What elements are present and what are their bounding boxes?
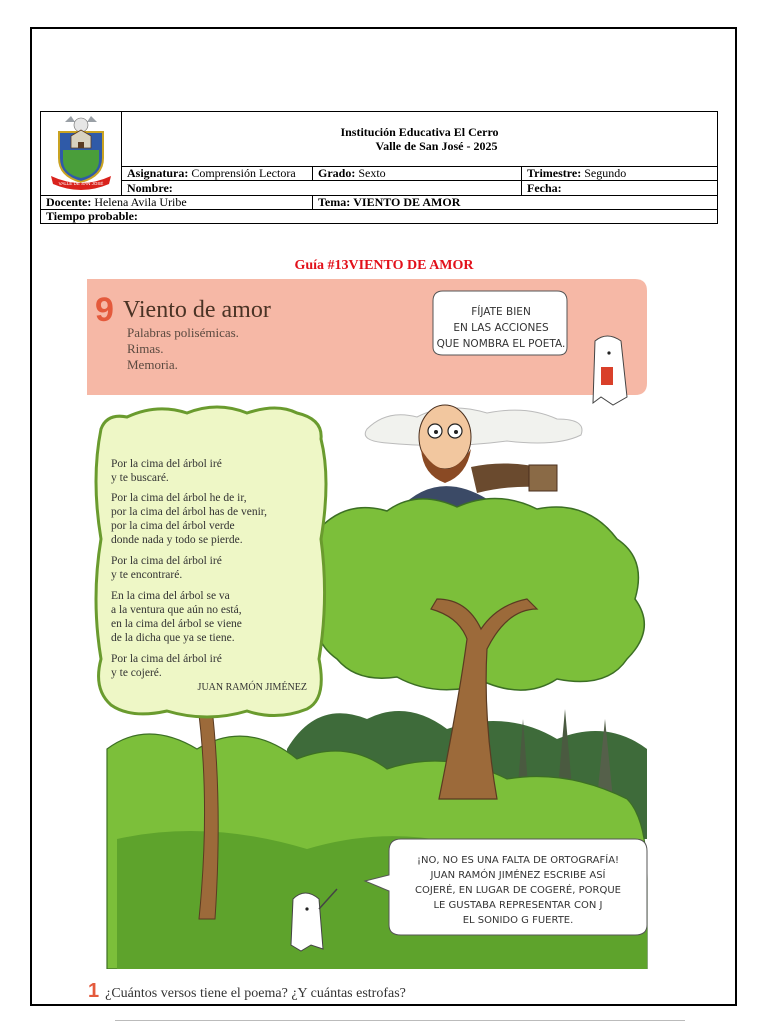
poem-verse: y te buscaré.	[111, 472, 169, 484]
school-title-cell	[122, 112, 718, 167]
poem-verse: En la cima del árbol se va	[111, 590, 230, 602]
svg-text:LE GUSTABA REPRESENTAR CON J: LE GUSTABA REPRESENTAR CON J	[433, 900, 603, 911]
svg-text:JUAN RAMÓN JIMÉNEZ ESCRIBE ASÍ: JUAN RAMÓN JIMÉNEZ ESCRIBE ASÍ	[430, 870, 606, 881]
poem-verse: Por la cima del árbol iré	[111, 458, 222, 470]
svg-text:EL SONIDO G FUERTE.: EL SONIDO G FUERTE.	[462, 915, 574, 926]
topic-cell: Tema: VIENTO DE AMOR	[313, 196, 718, 210]
poem-verse: de la dicha que ya se tiene.	[111, 632, 235, 644]
date-field[interactable]: Fecha:	[522, 181, 718, 196]
poem-verse: y te encontraré.	[111, 569, 183, 581]
lesson-number: 9	[95, 291, 114, 329]
name-field[interactable]: Nombre:	[122, 181, 522, 196]
poem-verse: donde nada y todo se pierde.	[111, 534, 243, 546]
svg-text:¡NO, NO ES UNA FALTA DE ORTOGR: ¡NO, NO ES UNA FALTA DE ORTOGRAFÍA!	[416, 855, 620, 866]
poem-verse: Por la cima del árbol iré	[111, 555, 222, 567]
poem-verse: Por la cima del árbol he de ir,	[111, 492, 247, 504]
lesson-topic: Rimas.	[127, 341, 164, 356]
guide-title: Guía #13VIENTO DE AMOR	[294, 258, 474, 273]
answer-line[interactable]	[115, 1020, 685, 1021]
poem-verse: por la cima del árbol verde	[111, 520, 235, 532]
svg-text:EN LAS ACCIONES: EN LAS ACCIONES	[453, 322, 549, 334]
grade-cell: Grado: Sexto	[313, 166, 522, 181]
location-year: Valle de San José - 2025	[375, 138, 498, 153]
header-table	[40, 111, 718, 224]
term-cell: Trimestre: Segundo	[522, 166, 718, 181]
svg-text:VALLE DE SAN JOSÉ: VALLE DE SAN JOSÉ	[58, 181, 104, 186]
poem-author: JUAN RAMÓN JIMÉNEZ	[197, 682, 307, 693]
question-text: ¿Cuántos versos tiene el poema? ¿Y cuántas estrofas?	[105, 986, 406, 1001]
svg-text:FÍJATE BIEN: FÍJATE BIEN	[471, 306, 531, 318]
poem-verse: por la cima del árbol has de venir,	[111, 506, 268, 518]
school-crest-icon	[41, 112, 121, 192]
lesson-topic: Palabras polisémicas.	[127, 325, 239, 340]
poem-verse: en la cima del árbol se viene	[111, 618, 242, 630]
lesson-title: Viento de amor	[123, 297, 271, 323]
subject-cell: Asignatura: Comprensión Lectora	[122, 166, 313, 181]
svg-text:QUE NOMBRA EL POETA.: QUE NOMBRA EL POETA.	[436, 338, 566, 350]
question-1	[88, 980, 406, 1003]
poem-verse: y te cojeré.	[111, 667, 162, 679]
poem-verse: a la ventura que aún no está,	[111, 604, 242, 616]
cloud-shape	[365, 408, 582, 446]
poem-verse: Por la cima del árbol iré	[111, 653, 222, 665]
school-logo	[41, 112, 122, 196]
institution-name: Institución Educativa El Cerro	[340, 124, 499, 139]
time-field: Tiempo probable:	[41, 210, 718, 224]
question-number: 1	[88, 980, 100, 1002]
teacher-cell: Docente: Helena Avila Uribe	[41, 196, 313, 210]
lesson-topic: Memoria.	[127, 357, 178, 372]
svg-text:COJERÉ, EN LUGAR DE COGERÉ, PO: COJERÉ, EN LUGAR DE COGERÉ, PORQUE	[415, 885, 621, 896]
mascot-top-icon	[593, 336, 627, 405]
lesson-illustration	[87, 279, 687, 969]
